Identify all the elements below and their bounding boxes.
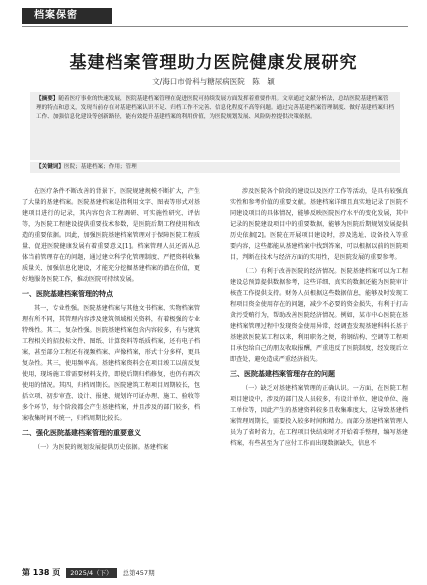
abstract-box [30, 92, 400, 160]
abstract-label: 【摘要】 [36, 96, 59, 102]
heading-problems: 三、医院基建档案管理存在的问题 [230, 370, 335, 378]
keywords-label: 【关键词】 [36, 164, 64, 170]
issue-date: 2025/4（下） [66, 568, 116, 578]
subheading-planning: （一）为医院的规划发展提供历史依据。基建档案 [34, 444, 169, 451]
planning-paragraph: 涉及医院各个阶段的建设以及医疗工作等活动，是具有较强真实性和参考价值的重要文献。基建档案详细且真实地记录了医院不同建设项目的具体情况，能够反映医院医疗水平的变化发展，其中记录的医院建设项目中的重要数据，能够为医院后期规划发展提供历史依据[2]。医院在开展项目建设时，涉及选址、设备投入等重要内容，这些都能从基建档案中找到答案，可以根据以前的医院项目，判断在技术与经济方面的实用性，是医院发展的重要参考。 [230, 188, 408, 261]
intro-paragraph: 在医疗条件不断改善的背景下，医院规建规模不断扩大，产生了大量的基建档案。医院基建档案是指利用文字、图表等形式对基建项目进行的记录，其内容包含工程调研、可实施性研究、评估等，为医院工程建设提供重要技术参数，是医院后期工程使用和改造的重要依据。因此，加强医院基建档案管理对于保障医院工程质量、促进医院健康发展有着重要意义[1]。档案管理人员还需从总体当前管理存在的问题，通过建立科学化管理制度、严把资料收集质量关、加强信息化建设，才能充分挖掘基建档案的潜在价值，更好地服务医院工作，推动医院可持续发展。 [22, 188, 200, 283]
heading-significance: 二、强化医院基建档案管理的重要意义 [22, 429, 141, 437]
right-column [230, 186, 408, 452]
page-number: 第 138 页 [22, 568, 61, 577]
left-column [22, 186, 200, 456]
abstract-text: 随着医疗事业的快速发展，医院基建档案管理在促进医院可持续发展方面发挥着重要作用。文章通过文献分析法，总结医院基建档案管理的特点和意义，发现当前存在对基建档案认识不足、归档工作不完善、信息化程度不高等问题。通过完善基建档案管理制度、做好基建档案归档工作、加强信息化建设等创新路径，能有效提升基建档案的利用价值，为医院规划发展、风险防控提供决策依据。 [36, 96, 395, 121]
issue-total: 总第457期 [122, 569, 155, 577]
heading-features: 一、医院基建档案管理的特点 [22, 290, 113, 298]
subheading-awareness: （一）缺乏对基建档案管理的正确认识。一方面，在医院工程项目建设中，涉及的部门及人员较多，有设计单位、建设单位、施工单位等，因此产生的基建资料较多且收集难度大，这导致基建档案管理周期长，需要投入较多时间和精力。而部分基建档案管理人员为了省时省力，在工程项目快结束时才开始着手整理，编写基建档案，有些甚至为了应付工作而出现数据缺失，信息不 [230, 385, 408, 447]
keywords-box [30, 162, 400, 173]
keywords-text: 医院；基建档案；作用；管理 [63, 164, 137, 170]
features-paragraph: 其一，专业性强。医院基建档案与其他文书档案、实物档案管理有所不同，其管理内容涉及建筑领域相关资料，有着极强的专业特殊性。其二，复杂性强。医院基建档案包含内容较多，有与建筑工程相关的招投标文件、图纸、计算资料等纸质档案，还有电子档案，甚至部分工程还有视频档案、声像档案，形式十分多样，更具复杂性。其三，使用频率高。基建档案资料会在项目竣工以前反复使用，现场施工常需要材料支持，即使后期归档修复，也仍有再次使用的情况。其四，归档周期长。医院建筑工程项目周期较长，包括立项、初步审查、设计、报建、规划许可证办理、施工、验收等多个环节，每个阶段都会产生基建档案，并且涉及的部门较多，档案收集时间不统一，归档周期比较长。 [22, 305, 200, 422]
section-divider [22, 26, 408, 27]
subheading-economy: （二）有利于改善医院的经济情况。医院基建档案可以为工程建设总预算提供数据参考，这些详细、真实的数据还能为医院审计核查工作提供支持。财务人员根据这些数据信息，能够及时发现工程项目资金使用存在的问题，减少不必要的资金损失，有利于打击贪污受贿行为，帮助改善医院经济情况。例如，某市中心医院在基建档案管理过程中发现资金使用异常，经调查发现基建科科长基于基建款医院某工程以来，利用职务之便，将钢结构、空调等工程项目承包给自己的朋友收取报酬，严重违反了医院制度，经发现后立即查处，避免造成严重经济损失。 [230, 268, 408, 363]
article-title: 基建档案管理助力医院健康发展研究 [69, 53, 358, 73]
author-byline: 文/海口市骨科与糖尿病医院 陈 颖 [152, 77, 275, 86]
section-tag: 档案保密 [22, 8, 112, 24]
page-footer [22, 566, 408, 580]
